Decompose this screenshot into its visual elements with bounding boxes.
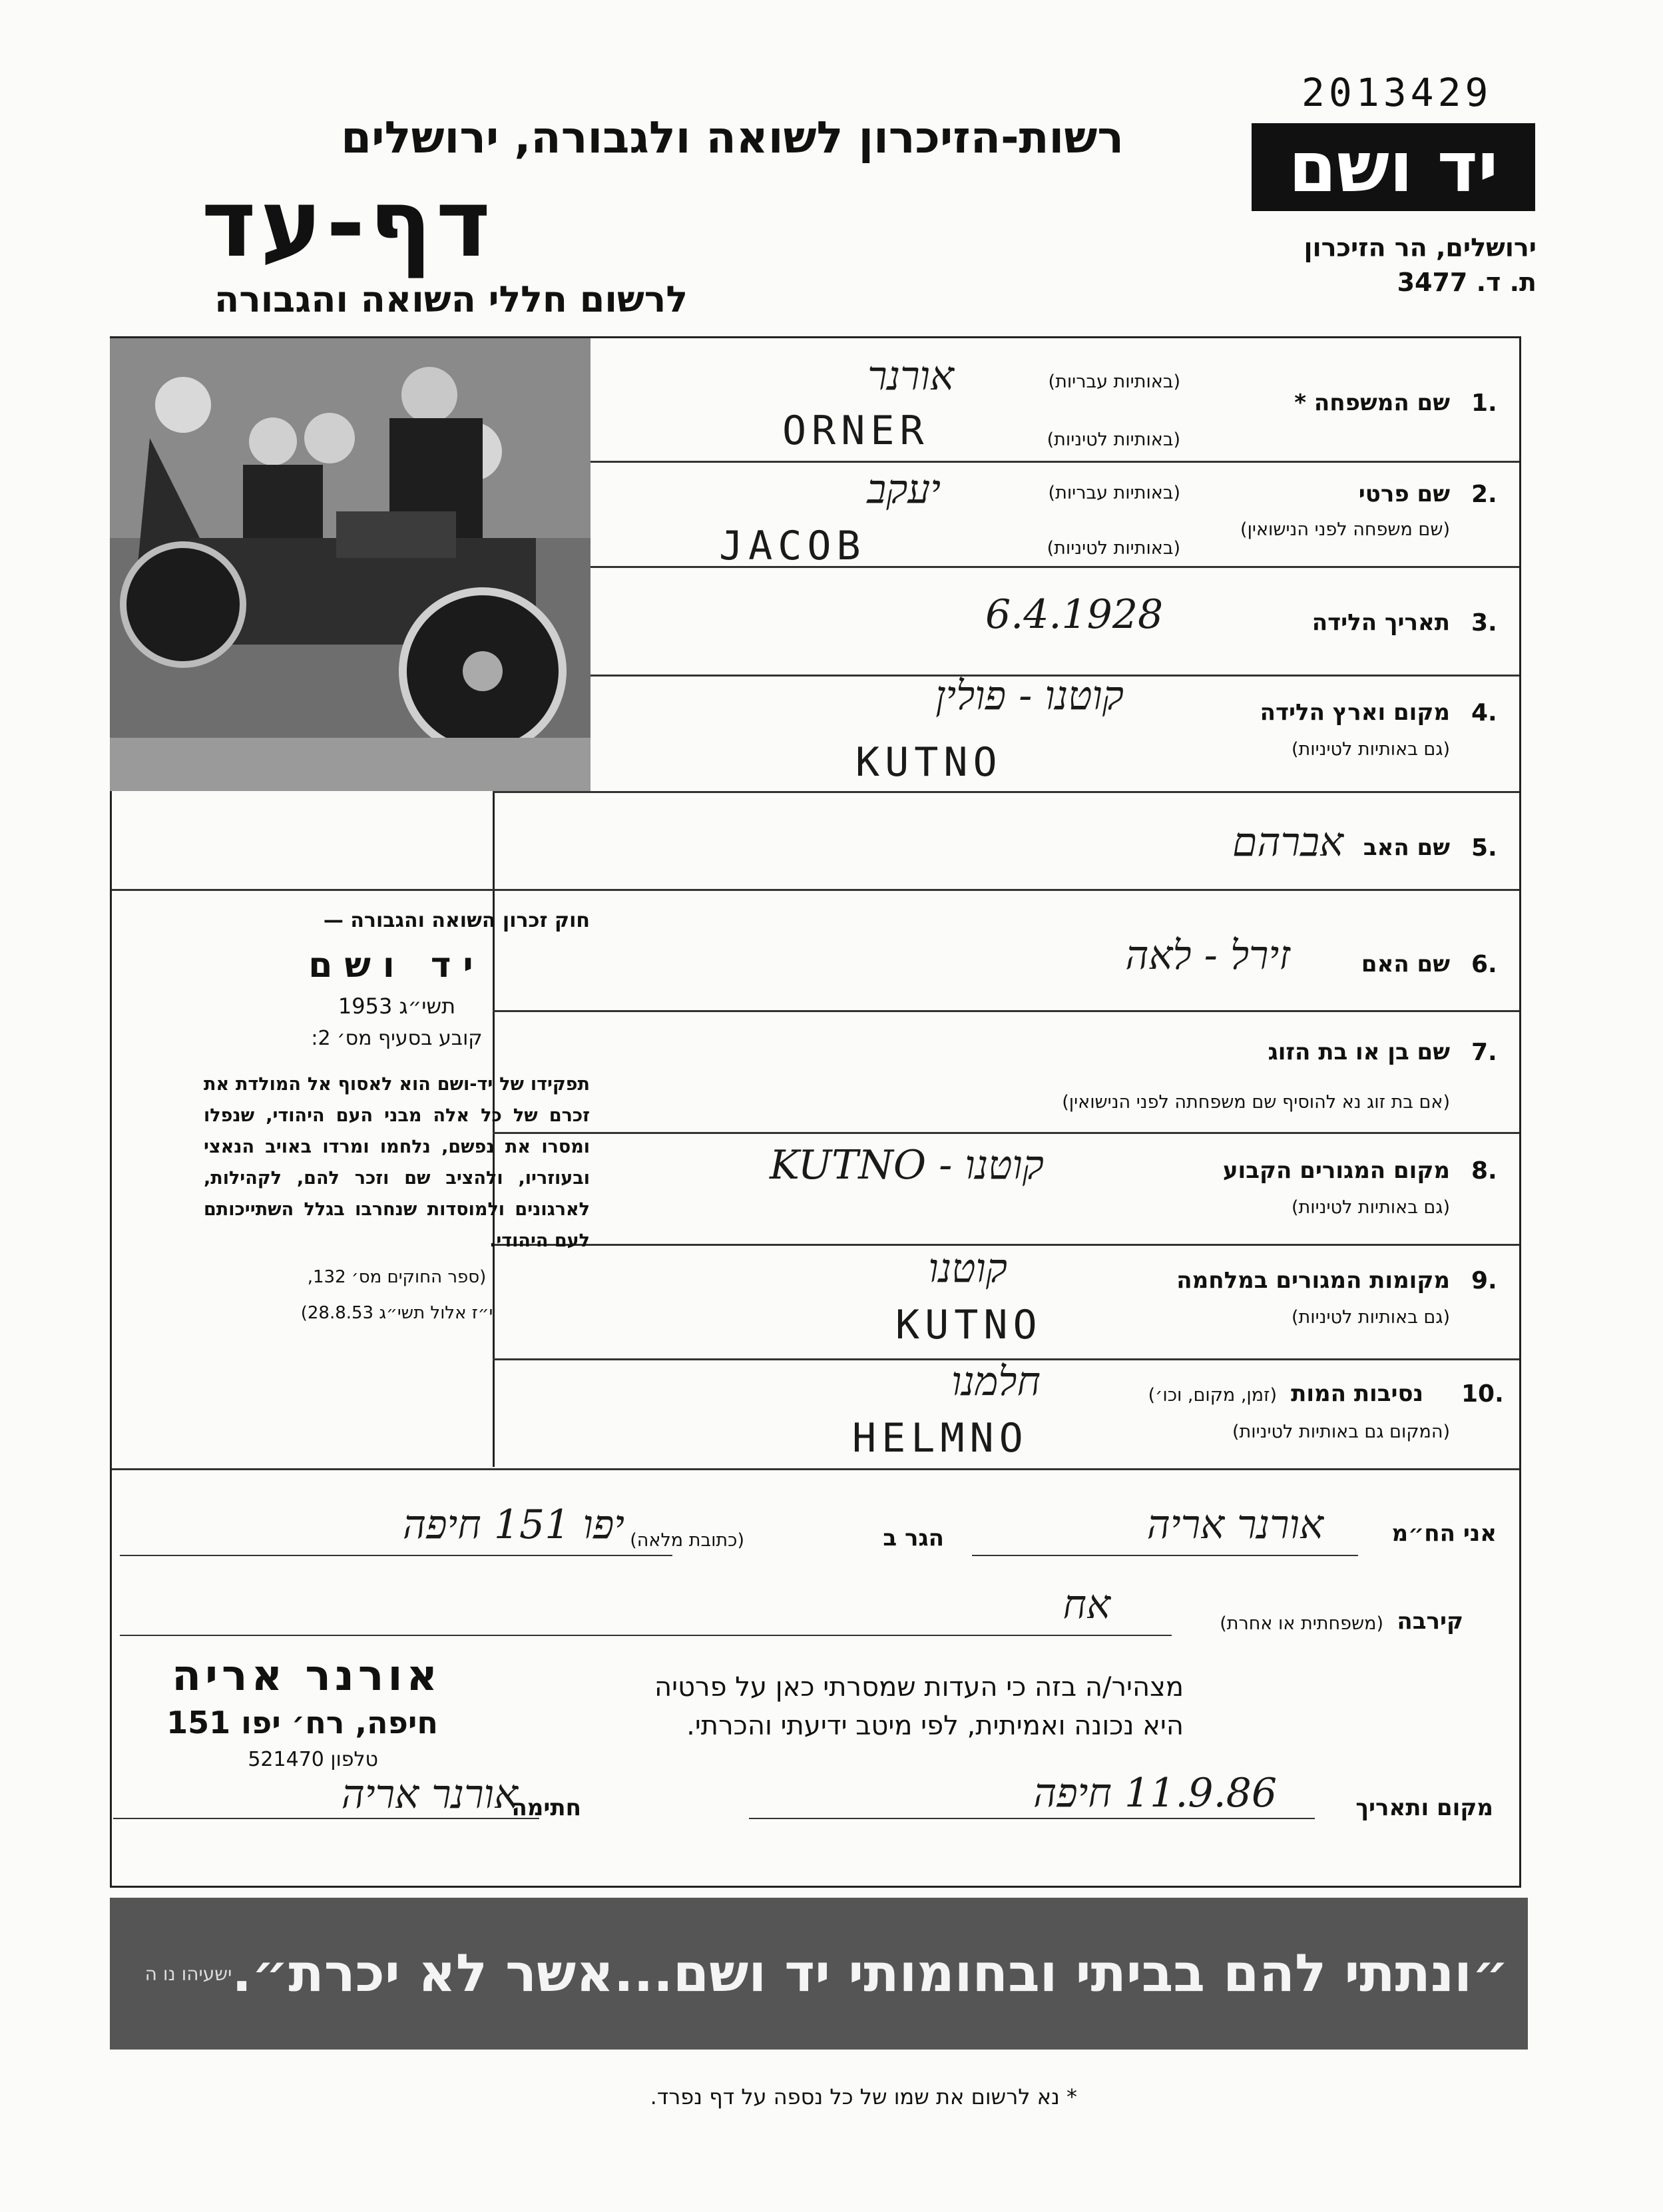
field-4-label: מקום וארץ הלידה	[1260, 699, 1450, 726]
field-5-value: אברהם	[1232, 819, 1343, 866]
stamp-phone: טלפון 521470	[248, 1748, 378, 1771]
field-2-latin-hint: (באותיות לטיניות)	[1047, 538, 1180, 559]
row-divider	[591, 461, 1519, 463]
field-2-label: שם פרטי	[1358, 481, 1450, 507]
law-source-1: (ספר החוקים מס׳ 132,	[307, 1267, 487, 1287]
row-divider	[493, 1010, 1519, 1012]
witness-address-hint: (כתובת מלאה)	[630, 1530, 744, 1551]
field-4-sub: (גם באותיות לטיניות)	[1291, 739, 1450, 760]
place-date-label: מקום ותאריך	[1355, 1795, 1493, 1821]
law-source-2: י״ז אלול תשי״ג 28.8.53)	[300, 1303, 493, 1323]
authority-title: רשות-הזיכרון לשואה ולגבורה, ירושלים	[341, 112, 1124, 163]
logo-address: ירושלים, הר הזיכרון	[1304, 233, 1537, 262]
field-4-latin-value: KUTNO	[855, 739, 1003, 786]
field-2-number: 2.	[1471, 481, 1497, 508]
place-date-line	[749, 1818, 1315, 1819]
field-2-sub: (שם משפחה לפני הנישואין)	[1240, 519, 1450, 540]
field-8-label: מקום המגורים הקבוע	[1222, 1157, 1450, 1184]
field-9-label: מקומות המגורים במלחמה	[1176, 1267, 1450, 1294]
field-10-hebrew-value: חלמנו	[951, 1358, 1041, 1405]
witness-relation-hint: (משפחתית או אחרת)	[1220, 1613, 1383, 1634]
field-3-value: 6.4.1928	[985, 591, 1164, 638]
place-date-value: 11.9.86 חיפה	[1033, 1770, 1277, 1816]
witness-relation-label: קירבה	[1397, 1608, 1463, 1635]
field-1-number: 1.	[1471, 390, 1497, 417]
witness-signature: אורנר אריה	[341, 1771, 518, 1818]
field-1-latin-hint: (באותיות לטיניות)	[1047, 429, 1180, 450]
field-1-latin-value: ORNER	[782, 408, 929, 454]
field-1-hebrew-value: אורנר	[867, 353, 954, 400]
signature-line	[113, 1818, 539, 1819]
declaration	[654, 1668, 1184, 1745]
field-5-label: שם האב	[1363, 834, 1450, 861]
field-10-sub: (המקום גם באותיות לטיניות)	[1232, 1422, 1450, 1442]
field-9-number: 9.	[1471, 1267, 1497, 1294]
banner-source: ישעיהו נו ה	[144, 1962, 232, 1985]
serial-number: 2013429	[1302, 70, 1493, 115]
stamp-name: אורנר אריה	[172, 1651, 441, 1701]
declaration-line-2: היא נכונה ואמיתית, לפי מיטב ידיעתי והכרתי.	[686, 1711, 1184, 1741]
stamp-address: חיפה, רח׳ יפו 151	[166, 1705, 438, 1741]
page-subtitle: לרשום חללי השואה והגבורה	[214, 278, 688, 320]
field-10-latin-value: HELMNO	[852, 1415, 1029, 1462]
yad-vashem-logo: יד ושם	[1252, 123, 1535, 211]
law-box	[204, 909, 590, 1328]
law-body: תפקידו של יד-ושם הוא לאסוף אל המולדת את זכרם של כל אלה מבני העם היהודי, שנפלו ומסרו את נפשם, נלחמו ומרדו באויב הנאצי ובעוזריו, ולהציב שם וזכר להם, לקהילות, לארגונים ולמוסדות שנחרבו בגלל השתייכותם לעם היהודי.	[204, 1074, 590, 1251]
banner-quote: ״ונתתי להם בביתי ובחומותי יד ושם...אשר לא יכרת״.	[232, 1944, 1509, 2004]
field-2-latin-value: JACOB	[719, 523, 866, 569]
quote-banner	[110, 1898, 1528, 2050]
row-divider	[493, 791, 1519, 793]
field-6-value: זירל - לאה	[1125, 932, 1290, 979]
law-year: תשי״ג 1953	[338, 993, 456, 1019]
field-3-number: 3.	[1471, 609, 1497, 637]
field-3-label: תאריך הלידה	[1311, 609, 1450, 636]
signature-label: חתימה	[511, 1795, 581, 1821]
field-6-label: שם האם	[1361, 951, 1450, 977]
law-title: חוק זכרון השואה והגבורה —	[323, 909, 590, 932]
field-8-number: 8.	[1471, 1157, 1497, 1185]
witness-name-line	[972, 1555, 1358, 1556]
field-7-label: שם בן או בת הזוג	[1268, 1039, 1450, 1065]
witness-i-label: אני הח״מ	[1391, 1520, 1497, 1547]
page-title: דף-עד	[201, 170, 495, 278]
field-9-latin-value: KUTNO	[895, 1302, 1043, 1348]
field-10-number: 10.	[1461, 1380, 1504, 1408]
law-name: יד ושם	[308, 946, 485, 985]
field-2-hebrew-hint: (באותיות עבריות)	[1048, 483, 1180, 503]
law-section: קובע בסעיף מס׳ 2:	[311, 1027, 483, 1050]
witness-address: יפו 151 חיפה	[402, 1502, 624, 1548]
witness-resides-label: הגר ב	[883, 1525, 944, 1551]
row-divider	[112, 1468, 1519, 1470]
field-2-hebrew-value: יעקב	[867, 466, 941, 513]
field-4-number: 4.	[1471, 699, 1497, 726]
field-10-label-hint: (זמן, מקום, וכו׳)	[1148, 1385, 1277, 1406]
row-divider	[493, 1132, 1519, 1134]
witness-relation-line	[120, 1635, 1172, 1636]
declaration-line-1: מצהיר/ה בזה כי העדות שמסרתי כאן על פרטיה	[654, 1672, 1184, 1703]
row-divider	[112, 889, 1519, 891]
field-8-sub: (גם באותיות לטיניות)	[1291, 1197, 1450, 1218]
field-10-label: נסיבות המות	[1291, 1380, 1423, 1407]
field-1-label: שם המשפחה *	[1294, 390, 1450, 416]
field-6-number: 6.	[1471, 951, 1497, 978]
footnote: * נא לרשום את שמו של כל נספה על דף נפרד.	[650, 2084, 1077, 2109]
field-8-value: קוטנו - KUTNO	[770, 1142, 1044, 1189]
field-9-sub: (גם באותיות לטיניות)	[1291, 1307, 1450, 1328]
field-7-sub: (אם בת זוג נא להוסיף שם משפחתה לפני הנישואין)	[1062, 1092, 1450, 1113]
witness-relation: אח	[1063, 1581, 1110, 1628]
witness-name: אורנר אריה	[1146, 1502, 1323, 1548]
field-1-hebrew-hint: (באותיות עבריות)	[1048, 372, 1180, 392]
field-5-number: 5.	[1471, 834, 1497, 862]
victim-photo	[110, 338, 591, 791]
field-4-hebrew-value: קוטנו - פולין	[935, 673, 1124, 719]
witness-address-line	[120, 1555, 672, 1556]
field-9-hebrew-value: קוטנו	[928, 1245, 1007, 1292]
field-7-number: 7.	[1471, 1039, 1497, 1066]
logo-pobox: ת. ד. 3477	[1397, 268, 1537, 297]
